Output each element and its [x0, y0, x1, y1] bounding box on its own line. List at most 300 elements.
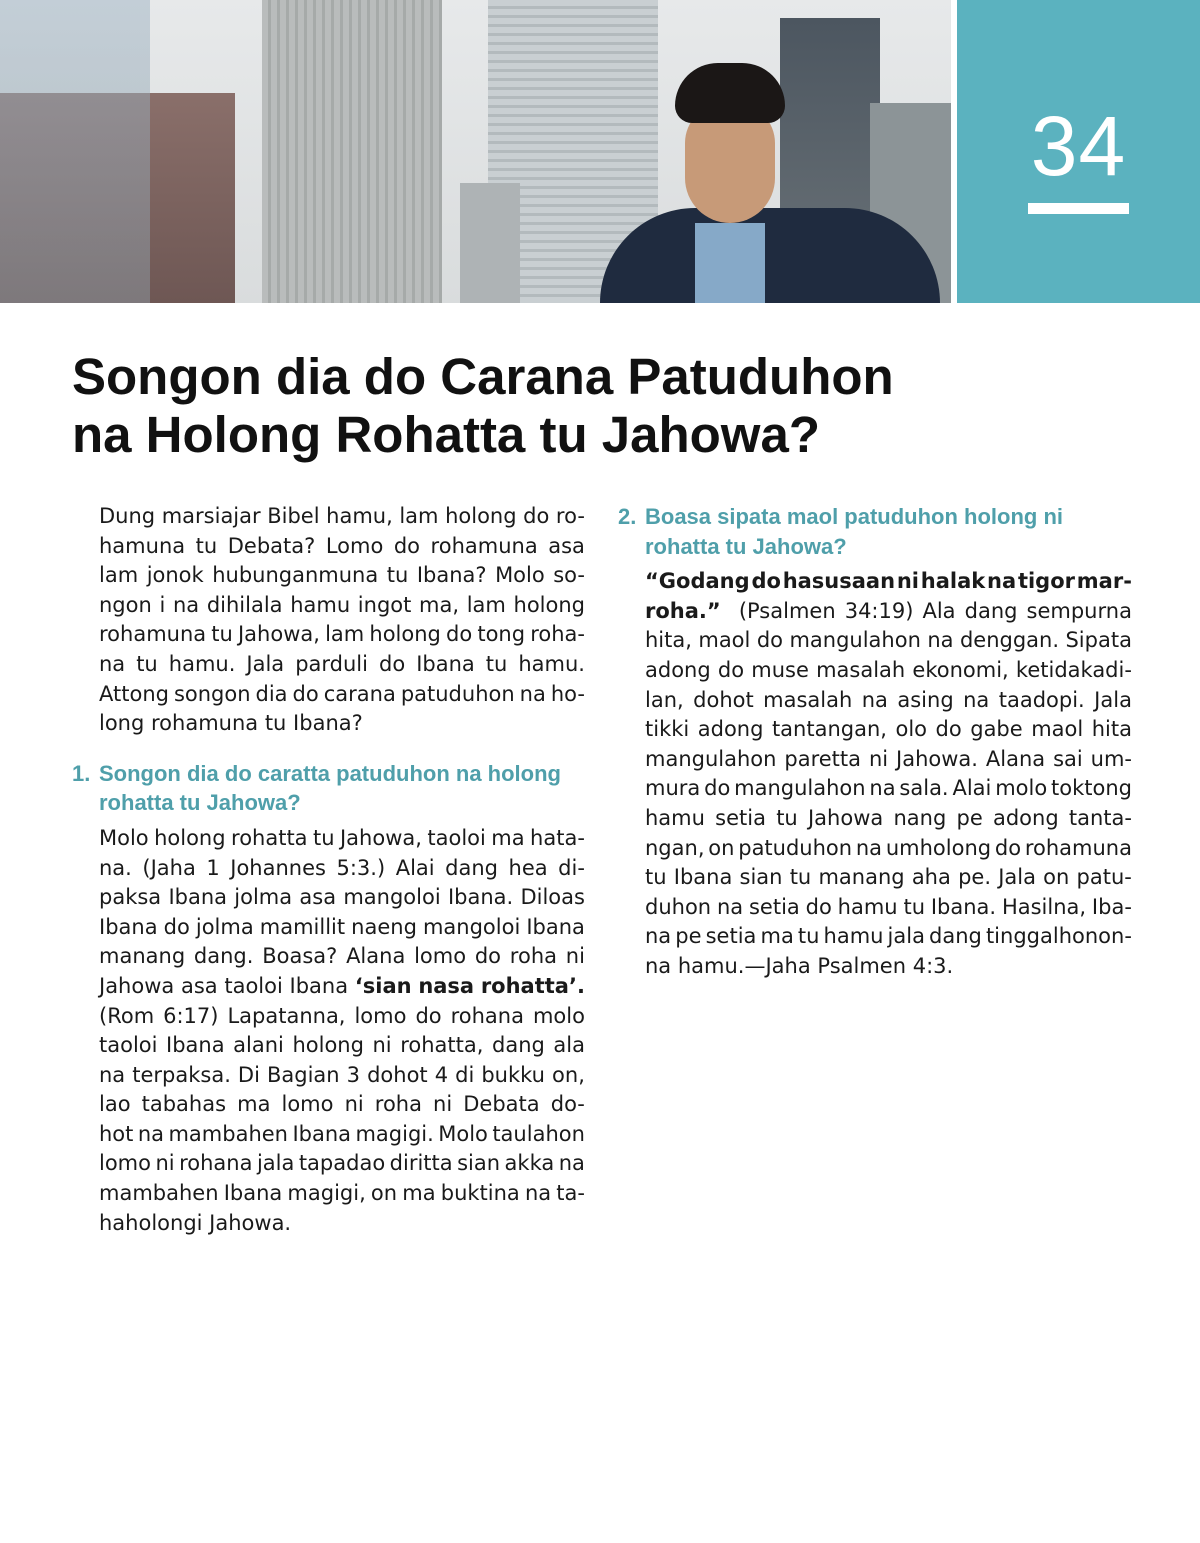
- word: hamu.: [168, 651, 236, 676]
- left-column: [72, 502, 585, 1238]
- word: 4: [434, 1062, 449, 1087]
- word: Ibana: [416, 651, 475, 676]
- text-line: [645, 686, 1132, 716]
- word: maol: [698, 628, 751, 653]
- word: toktong: [1051, 776, 1132, 801]
- word: duhon: [645, 894, 712, 919]
- word: Dung: [99, 504, 156, 528]
- text-line: [99, 1031, 585, 1061]
- word: paretta: [784, 746, 862, 771]
- word: setia: [748, 894, 800, 919]
- word: Ibana: [223, 1181, 283, 1206]
- word: Jahowa: [99, 973, 175, 998]
- word: tapadao: [298, 1151, 386, 1176]
- word: (Jaha: [142, 855, 196, 880]
- word: manang: [99, 944, 186, 969]
- building-center: [262, 0, 442, 303]
- word: on: [1043, 865, 1070, 890]
- word: tikki: [645, 717, 690, 742]
- word: ni: [344, 1092, 364, 1117]
- word: dohot: [367, 1062, 428, 1087]
- word: dia: [255, 681, 288, 706]
- word: ni: [372, 1033, 392, 1058]
- word: ma,: [419, 592, 460, 617]
- word: rohamuna: [99, 622, 207, 647]
- word: Jala: [1094, 687, 1132, 712]
- word: Jahowa.: [209, 1210, 292, 1235]
- word: hita: [1091, 717, 1132, 742]
- page-title-line: Songon dia do Carana Patuduhon: [72, 348, 894, 405]
- word: hamu.: [518, 651, 585, 676]
- word: diritta: [389, 1151, 453, 1176]
- word: halak: [920, 569, 986, 594]
- person-jacket: [600, 208, 940, 303]
- word: haholongi: [99, 1210, 210, 1235]
- word: Jahowa,: [339, 825, 422, 850]
- word: paksa: [99, 885, 162, 910]
- word: do: [393, 533, 421, 558]
- text-line: [99, 532, 585, 562]
- right-column: [618, 502, 1132, 982]
- word: asa: [548, 533, 585, 558]
- word: hamu: [290, 592, 351, 617]
- word: Bagian: [266, 1062, 340, 1087]
- answer-paragraph-1: [99, 824, 585, 1238]
- text-line: [99, 561, 585, 591]
- word: mangulahon: [645, 746, 777, 771]
- word: Lapatanna,: [227, 1003, 346, 1028]
- word: holong: [154, 825, 226, 850]
- word: aha: [911, 865, 951, 890]
- word: on,: [552, 1062, 585, 1087]
- word: do: [756, 628, 783, 653]
- word: songon: [173, 681, 251, 706]
- word: lomo: [99, 1151, 151, 1176]
- word: dang: [492, 1033, 545, 1058]
- question-number: 1.: [72, 760, 91, 786]
- word: Ibana.: [447, 885, 514, 910]
- word: na: [524, 1181, 552, 1206]
- word: Diloas: [520, 885, 585, 910]
- text-line: [99, 883, 585, 913]
- word: na: [869, 776, 896, 801]
- word: hata-: [530, 825, 585, 850]
- word: jala: [256, 1151, 295, 1176]
- word: asa: [299, 885, 337, 910]
- word: tinggalhonon-: [985, 924, 1132, 949]
- text-line: [99, 913, 585, 943]
- word: tu: [797, 924, 820, 949]
- word: gabe: [970, 717, 1023, 742]
- word: tigor: [1017, 569, 1075, 594]
- word: jonok: [146, 563, 204, 588]
- word: dang: [929, 924, 982, 949]
- word: taoloi: [427, 825, 486, 850]
- text-line: [99, 1209, 585, 1239]
- word: roha-: [530, 622, 585, 647]
- word: (Rom: [99, 1003, 155, 1028]
- text-line: [99, 1149, 585, 1179]
- hero-photo: [0, 0, 951, 303]
- word: hamu: [823, 924, 884, 949]
- word: Molo: [438, 1121, 488, 1146]
- text-line: [99, 1179, 585, 1209]
- word: lam: [99, 563, 139, 588]
- word: do: [446, 622, 473, 647]
- word: Jahowa: [807, 805, 884, 830]
- word: ingot: [357, 592, 412, 617]
- word: ni: [896, 569, 919, 594]
- word: holong: [292, 1033, 364, 1058]
- person-hair: [675, 63, 785, 123]
- word: molo: [995, 776, 1048, 801]
- word: nasa: [418, 973, 475, 998]
- question-line: rohatta tu Jahowa?: [645, 533, 847, 559]
- word: mangoloi: [343, 885, 441, 910]
- word: tu: [776, 805, 798, 830]
- word: do: [704, 776, 731, 801]
- word: ma: [491, 825, 525, 850]
- word: jala: [887, 924, 925, 949]
- word: ni: [868, 746, 889, 771]
- word: on: [708, 835, 735, 860]
- word: ma: [402, 1181, 436, 1206]
- word: terpaksa.: [132, 1062, 231, 1087]
- text-line: [645, 863, 1132, 893]
- word: tantangan,: [771, 717, 887, 742]
- word: Ibana: [166, 1033, 225, 1058]
- text-line: [99, 824, 585, 854]
- word: hot: [99, 1121, 134, 1146]
- word: 5:3.): [336, 855, 386, 880]
- word: na.: [99, 855, 132, 880]
- word: magigi.: [355, 1121, 434, 1146]
- word: Ibana: [99, 914, 158, 939]
- word: rohatta,: [400, 1033, 484, 1058]
- text-line: [645, 834, 1132, 864]
- word: carana: [323, 681, 396, 706]
- word: rohatta: [231, 825, 308, 850]
- word: i: [159, 592, 166, 617]
- word: rohatta’.: [480, 973, 585, 998]
- word: do: [805, 894, 832, 919]
- word: tu: [195, 533, 218, 558]
- word: holong: [445, 504, 517, 528]
- word: Attong: [99, 681, 169, 706]
- word: masalah: [763, 687, 853, 712]
- word: lomo: [414, 944, 467, 969]
- question-line: Boasa sipata maol patuduhon holong ni: [645, 504, 1064, 529]
- word: Ala: [922, 598, 956, 623]
- word: rohamuna: [1024, 835, 1132, 860]
- word: dang: [445, 855, 498, 880]
- word: maol: [1031, 717, 1084, 742]
- word: Johannes: [230, 855, 326, 880]
- word: Ibana: [673, 865, 733, 890]
- question-number: 2.: [618, 504, 637, 529]
- word: mambahen: [168, 1121, 288, 1146]
- text-line: [99, 1002, 585, 1032]
- person-shirt: [695, 223, 765, 303]
- word: sian: [739, 865, 783, 890]
- word: sempurna: [1026, 598, 1132, 623]
- text-line: [645, 774, 1132, 804]
- question-line: Songon dia do caratta patuduhon na holong: [99, 760, 561, 786]
- word: tu: [645, 865, 667, 890]
- word: tu: [264, 711, 294, 736]
- word: na: [645, 924, 672, 949]
- word: rohana: [179, 1151, 253, 1176]
- word: alani: [233, 1033, 284, 1058]
- word: ngan,: [645, 835, 705, 860]
- word: hasusaan: [782, 569, 896, 594]
- word: taadopi.: [998, 687, 1085, 712]
- word: Ibana: [289, 973, 349, 998]
- word: na: [963, 687, 990, 712]
- word: ho-: [550, 681, 585, 706]
- word: na: [855, 835, 883, 860]
- word: denggan.: [959, 628, 1060, 653]
- word: ni: [565, 944, 585, 969]
- word: “Godang: [645, 569, 750, 594]
- word: ngon: [99, 592, 152, 617]
- word: patuduhon: [400, 681, 515, 706]
- word: mar-: [1076, 569, 1132, 594]
- word: hamu,: [326, 504, 393, 528]
- word: ala: [553, 1033, 585, 1058]
- chapter-number-underline: [1028, 203, 1129, 214]
- word: na: [137, 1121, 165, 1146]
- word: Alai: [952, 776, 992, 801]
- word: lao: [99, 1092, 131, 1117]
- word: na: [716, 894, 744, 919]
- word: tu: [903, 894, 926, 919]
- word: dang.: [193, 944, 254, 969]
- word: roha: [509, 944, 557, 969]
- word: sala.: [899, 776, 949, 801]
- word: Ibana: [292, 1121, 352, 1146]
- word: Ibana?: [416, 563, 487, 588]
- word: lam: [466, 592, 506, 617]
- text-line: [645, 656, 1132, 686]
- word: Psalmen: [817, 953, 913, 978]
- text-line: [645, 715, 1132, 745]
- chapter-number-box: [957, 0, 1200, 303]
- word: bukku: [481, 1062, 545, 1087]
- word: hamu: [837, 894, 898, 919]
- word: do: [751, 569, 781, 594]
- word: ro-: [555, 504, 585, 528]
- page-title-line: na Holong Rohatta tu Jahowa?: [72, 406, 820, 463]
- word: akka: [504, 1151, 555, 1176]
- word: umholong: [885, 835, 992, 860]
- text-line: [99, 972, 585, 1002]
- text-line: [99, 591, 585, 621]
- word: Boasa?: [262, 944, 338, 969]
- word: ni: [155, 1151, 175, 1176]
- word: dang: [964, 598, 1018, 623]
- building-low: [460, 183, 520, 303]
- text-line: [99, 1061, 585, 1091]
- question-heading-2: [618, 502, 1132, 561]
- word: do: [378, 651, 406, 676]
- text-line: [645, 626, 1132, 656]
- word: tu: [211, 622, 233, 647]
- word: sian: [457, 1151, 501, 1176]
- word: Ibana: [526, 914, 585, 939]
- word: asing: [897, 687, 954, 712]
- word: Hasilna,: [1001, 894, 1087, 919]
- word: adong: [992, 805, 1059, 830]
- word: hamuna: [99, 533, 186, 558]
- word: Debata: [463, 1092, 540, 1117]
- word: marsiajar: [161, 504, 261, 528]
- text-line: [99, 620, 585, 650]
- word: sai: [1053, 746, 1083, 771]
- word: lan,: [645, 687, 684, 712]
- word: on: [370, 1181, 398, 1206]
- word: Jahowa,: [237, 622, 320, 647]
- word: tu: [485, 651, 508, 676]
- word: Jala: [246, 651, 285, 676]
- word: muse: [751, 657, 809, 682]
- word: tu: [136, 651, 158, 676]
- question-line: rohatta tu Jahowa?: [99, 790, 301, 816]
- word: um-: [1090, 746, 1132, 771]
- question-heading-1: [72, 759, 585, 818]
- word: taulahon: [492, 1121, 585, 1146]
- text-line: [99, 650, 585, 680]
- word: do: [415, 1003, 442, 1028]
- word: Lomo: [325, 533, 384, 558]
- word: rohamuna: [430, 533, 538, 558]
- word: hea: [508, 855, 548, 880]
- text-line: [645, 952, 1132, 982]
- word: do: [523, 504, 550, 528]
- text-line: [99, 854, 585, 884]
- word: na: [927, 628, 954, 653]
- word: long: [99, 711, 151, 736]
- word: magigi,: [287, 1181, 366, 1206]
- word: patuduhon: [738, 835, 853, 860]
- word: na: [558, 1151, 585, 1176]
- word: tu: [386, 563, 409, 588]
- word: na: [172, 592, 200, 617]
- word: ketidakadi-: [1015, 657, 1132, 682]
- word: setia: [715, 805, 766, 830]
- word: 4:3.: [912, 953, 954, 978]
- word: rohamuna: [151, 711, 265, 736]
- word: parduli: [295, 651, 368, 676]
- word: jolma: [234, 885, 293, 910]
- word: Di: [237, 1062, 260, 1087]
- word: do: [163, 914, 190, 939]
- word: hubunganmuna: [212, 563, 379, 588]
- word: di: [455, 1062, 475, 1087]
- word: mangulahon: [734, 776, 866, 801]
- word: holong: [513, 592, 585, 617]
- word: Debata?: [227, 533, 316, 558]
- word: na: [861, 687, 888, 712]
- word: Bibel: [267, 504, 320, 528]
- text-line: [99, 1090, 585, 1120]
- word: mangulahon: [789, 628, 921, 653]
- word: taoloi: [224, 973, 283, 998]
- word: di-: [558, 855, 585, 880]
- word: 34:19): [844, 598, 914, 623]
- word: mamillit: [259, 914, 346, 939]
- word: Ibana.: [930, 894, 997, 919]
- word: ma: [760, 924, 794, 949]
- word: Alai: [395, 855, 435, 880]
- word: lam: [399, 504, 439, 528]
- word: na: [99, 651, 126, 676]
- word: tabahas: [141, 1092, 227, 1117]
- word: holong: [369, 622, 441, 647]
- word: pe.: [958, 865, 991, 890]
- word: na: [645, 953, 678, 978]
- text-line: [645, 567, 1132, 597]
- word: lam: [325, 622, 365, 647]
- word: setia: [705, 924, 757, 949]
- text-line: [645, 745, 1132, 775]
- word: 6:17): [163, 1003, 219, 1028]
- text-line: [645, 893, 1132, 923]
- word: na: [519, 681, 546, 706]
- word: 1: [206, 855, 220, 880]
- word: Jala: [998, 865, 1036, 890]
- word: (Psalmen: [738, 598, 836, 623]
- text-line: [99, 502, 585, 532]
- answer-paragraph-2: [645, 567, 1132, 981]
- word: adong: [697, 717, 764, 742]
- text-line: [645, 597, 1132, 627]
- word: tu: [313, 825, 335, 850]
- word: ekonomi,: [912, 657, 1009, 682]
- word: dihilala: [206, 592, 283, 617]
- word: na: [99, 1062, 126, 1087]
- word: do: [994, 835, 1022, 860]
- word: do: [474, 944, 502, 969]
- word: asa: [180, 973, 218, 998]
- word: patu-: [1076, 865, 1132, 890]
- word: Iba-: [1091, 894, 1132, 919]
- word: naeng: [351, 914, 417, 939]
- word: do-: [550, 1092, 585, 1117]
- word: roha.”: [645, 598, 721, 623]
- building-left-glass: [0, 0, 150, 303]
- word: mambahen: [99, 1181, 219, 1206]
- text-line: [99, 709, 585, 739]
- word: tong: [477, 622, 526, 647]
- word: Molo: [99, 825, 149, 850]
- word: lomo: [354, 1003, 407, 1028]
- word: hita,: [645, 628, 692, 653]
- word: mangoloi: [422, 914, 521, 939]
- word: dohot: [693, 687, 754, 712]
- word: Alana: [985, 746, 1046, 771]
- word: molo: [532, 1003, 585, 1028]
- text-line: [99, 680, 585, 710]
- word: so-: [553, 563, 585, 588]
- word: do: [935, 717, 962, 742]
- word: do: [717, 657, 745, 682]
- word: buktina: [440, 1181, 520, 1206]
- word: Jahowa.: [896, 746, 978, 771]
- text-line: [99, 1120, 585, 1150]
- word: nang: [893, 805, 947, 830]
- word: ni: [433, 1092, 453, 1117]
